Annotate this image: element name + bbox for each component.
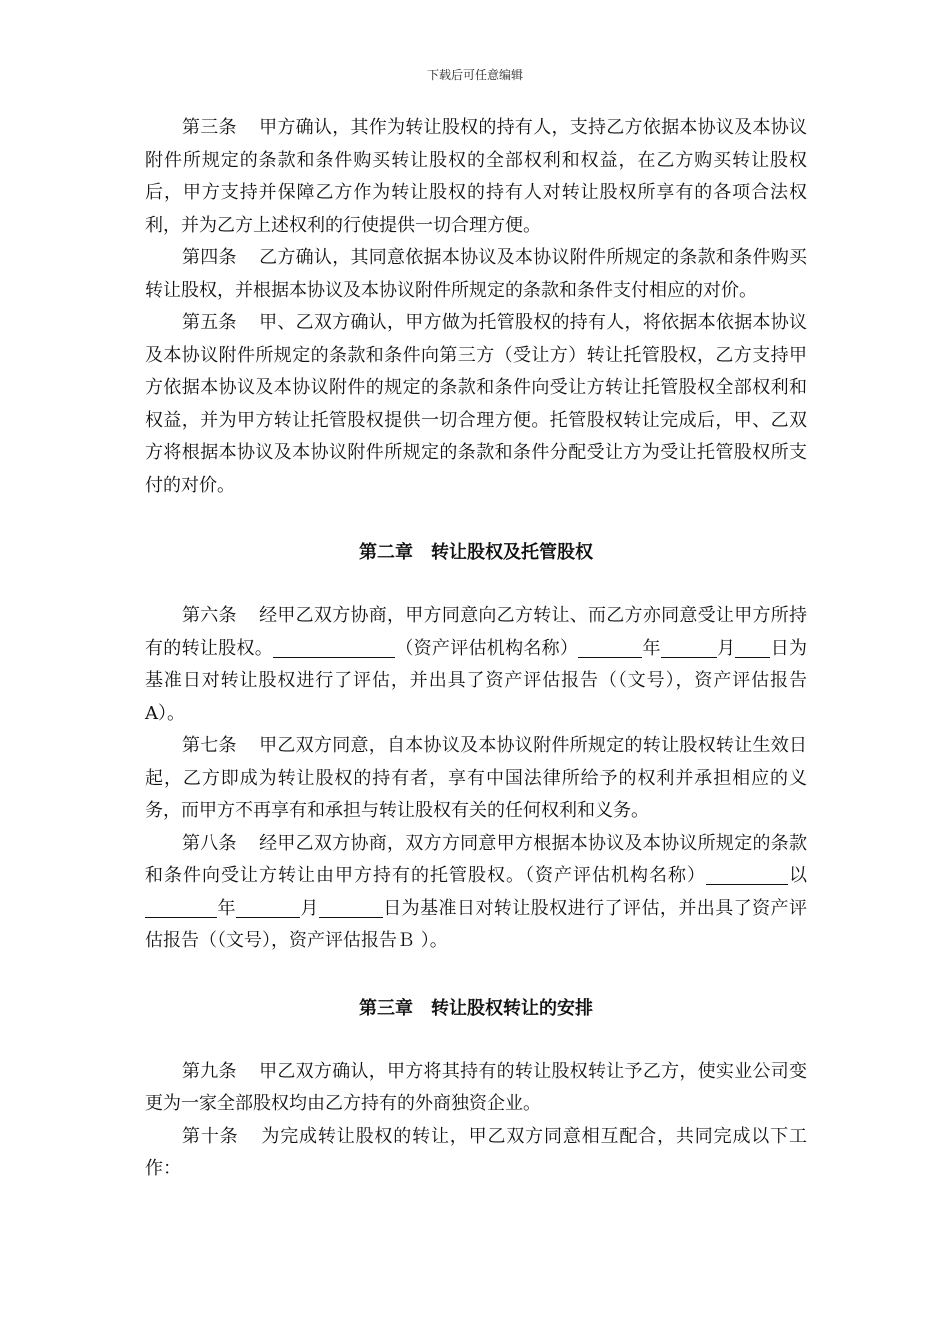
blank-line [661,637,717,658]
article-8 [145,828,807,958]
blank-line [273,637,395,658]
article-text: 年 [642,637,661,659]
blank-line [706,864,752,885]
article-title: 第七条 [182,735,237,756]
document-body [145,112,807,1186]
article-title: 第九条 [182,1060,237,1082]
article-title: 第五条 [182,312,237,333]
article-text: 甲方确认，其作为转让股权的持有人，支持乙方依据本协议及本协议附件所规定的条款和条件购买转让股权的全部权利和权益，在乙方购买转让股权后，甲方支持并保障乙方作为转让股权的持有人对转让股权所享有的各项合法权利，并为乙方上述权利的行使提供一切合理方便。 [145,117,808,236]
article-10 [145,1121,807,1186]
page-header: 下载后可任意编辑 [426,68,523,82]
article-text: 乙方确认，其同意依据本协议及本协议附件所规定的条款和条件购买转让股权，并根据本协议及本协议附件所规定的条款和条件支付相应的对价。 [145,247,808,301]
article-text: 月 [716,637,736,659]
article-text: 经甲乙双方协商，甲方同意向乙方转让、而乙方亦同意受让甲方所持有的转让股权。 [145,605,808,659]
article-text: 甲、乙双方确认，甲方做为托管股权的持有人，将依据本依据本协议及本协议附件所规定的条款和条件向第三方（受让方）转让托管股权，乙方支持甲方依据本协议及本协议附件的规定的条款和条件向受让方转让托管股权全部权利和权益，并为甲方转让托管股权提供一切合理方便。托管股权转让完成后，甲、乙双方将根据本协议及本协议附件所规定的条款和条件分配受让方为受让托管股权所支付的对价。 [145,312,808,496]
article-6 [145,600,807,730]
blank-line [145,897,217,918]
article-title: 第八条 [182,832,237,854]
blank-line [319,897,383,918]
article-text: 甲乙双方同意，自本协议及本协议附件所规定的转让股权转让生效日起，乙方即成为转让股权的持有者，享有中国法律所给予的权利并承担相应的义务，而甲方不再享有和承担与转让股权有关的任何权利和义务。 [145,735,808,821]
article-3 [145,112,807,242]
chapter-3-heading: 第三章 转让股权转让的安排 [359,997,593,1019]
article-text: 年 [217,897,236,919]
article-title: 第四条 [182,247,237,268]
article-title: 第十条 [182,1125,239,1147]
article-9 [145,1056,807,1121]
article-text: 月 [299,897,319,919]
blank-line [735,637,770,658]
blank-line [752,864,788,885]
chapter-2-heading: 第二章 转让股权及托管股权 [359,542,593,563]
article-text: 日为基准日对转让股权进行了评估，并出具了资产评估报告（（文号），资产评估报告A）。 [145,637,808,724]
article-text: 日为基准日对转让股权进行了评估，并出具了资产评估报告（（文号），资产评估报告Ｂ ）。 [145,897,808,951]
blank-line [578,637,642,658]
article-title: 第六条 [182,605,237,626]
article-text: 以 [788,865,807,886]
blank-line [236,897,300,918]
article-text: 为完成转让股权的转让，甲乙双方同意相互配合，共同完成以下工作： [145,1125,807,1179]
article-text: （资产评估机构名称） [395,637,579,659]
article-7 [145,730,807,828]
article-text: 经甲乙双方协商，双方方同意甲方根据本协议及本协议所规定的条款和条件向受让方转让由甲方持有的托管股权。（资产评估机构名称） [145,832,808,886]
article-5 [145,307,807,502]
article-text: 甲乙双方确认，甲方将其持有的转让股权转让予乙方，使实业公司变更为一家全部股权均由乙方持有的外商独资企业。 [145,1060,808,1114]
article-title: 第三条 [182,117,237,138]
article-4 [145,242,807,307]
